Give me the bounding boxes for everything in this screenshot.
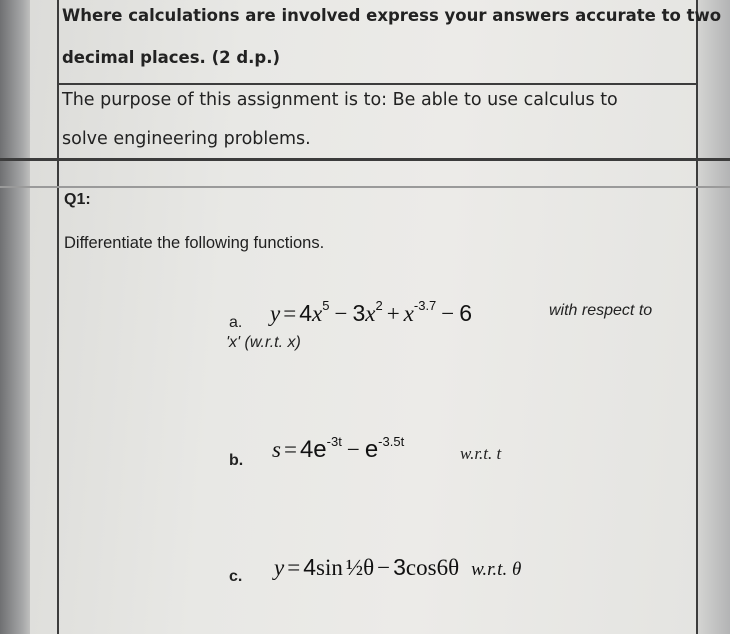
divider-3 bbox=[0, 186, 730, 188]
item-a-respect-1: with respect to bbox=[549, 302, 653, 319]
item-c-equation: y = 4sin ½θ − 3cos6θ w.r.t. θ bbox=[274, 554, 522, 580]
table-border-right bbox=[696, 0, 698, 634]
item-c-letter: c. bbox=[229, 568, 243, 585]
divider-2 bbox=[0, 158, 730, 161]
page-edge-left bbox=[0, 0, 32, 634]
item-a-equation: $y = 4x^5 - 3x^2 + x^{-3.7} - 6$ bbox=[270, 298, 473, 326]
table-border-left bbox=[57, 0, 59, 634]
item-b-wrt: w.r.t. t bbox=[460, 444, 502, 463]
purpose-line-2: solve engineering problems. bbox=[62, 129, 311, 149]
item-b-letter: b. bbox=[229, 452, 244, 469]
item-b-equation: $s = 4e^{-3t} - e^{-3.5t}$ bbox=[272, 434, 405, 463]
page-edge-right bbox=[698, 0, 730, 634]
item-a-respect-2: 'x' (w.r.t. x) bbox=[226, 334, 301, 351]
instruction-line-2: decimal places. (2 d.p.) bbox=[62, 48, 281, 67]
item-a-letter: a. bbox=[229, 314, 243, 331]
purpose-line-1: The purpose of this assignment is to: Be able to use calculus to bbox=[62, 90, 618, 110]
instruction-line-1: Where calculations are involved express your answers accurate to two bbox=[62, 6, 722, 25]
divider-1 bbox=[57, 83, 698, 85]
question-label: Q1: bbox=[64, 191, 91, 208]
question-prompt: Differentiate the following functions. bbox=[64, 234, 325, 252]
